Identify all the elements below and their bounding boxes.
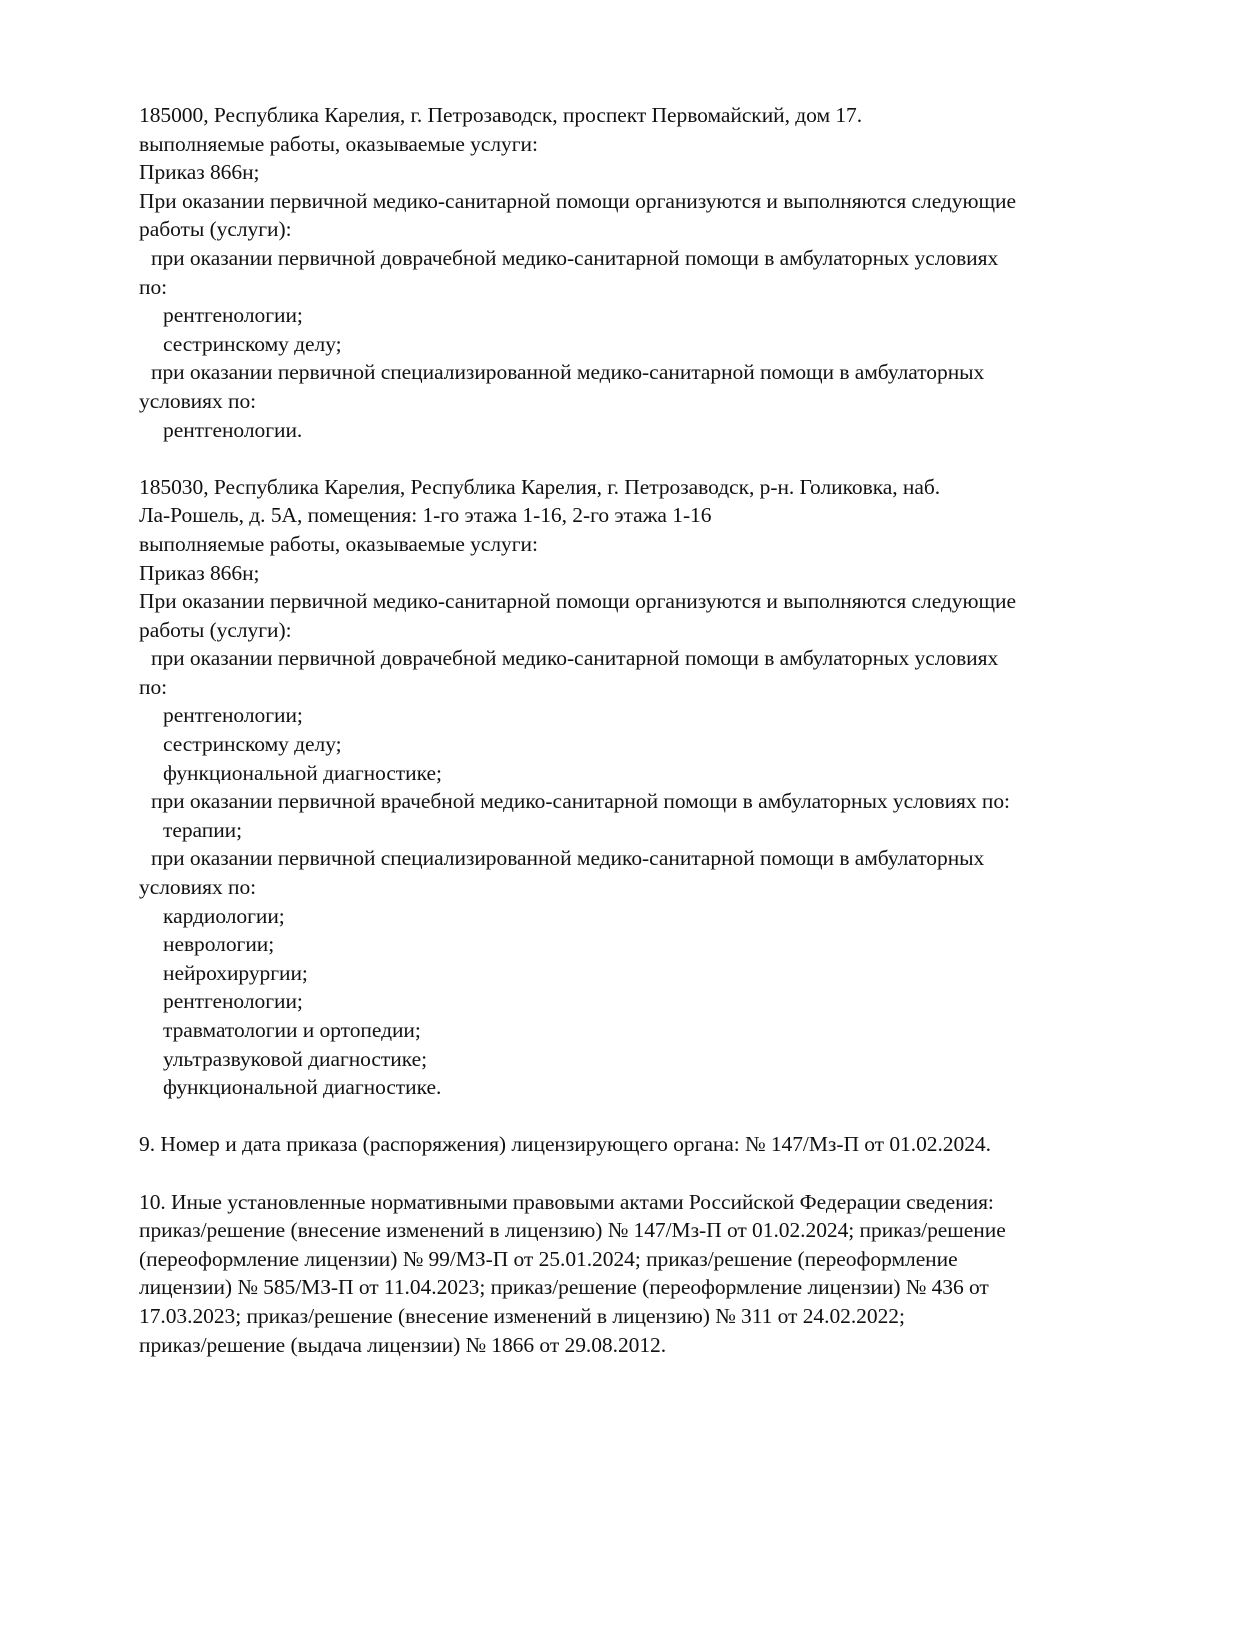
- intro-text: При оказании первичной медико-санитарной помощи организуются и выполняются следующие: [139, 188, 1016, 213]
- service-item: функциональной диагностике.: [163, 1075, 442, 1100]
- other-info-line: 10. Иные установленные нормативными правовыми актами Российской Федерации сведения:: [139, 1189, 994, 1214]
- care-group-title: при оказании первичной доврачебной медико-санитарной помощи в амбулаторных условиях: [151, 245, 999, 270]
- address-line: Ла-Рошель, д. 5А, помещения: 1-го этажа 1-16, 2-го этажа 1-16: [139, 503, 712, 528]
- document-body: [139, 101, 1119, 1359]
- service-item: терапии;: [163, 817, 243, 842]
- intro-text: При оказании первичной медико-санитарной помощи организуются и выполняются следующие: [139, 589, 1016, 614]
- other-info-line: 17.03.2023; приказ/решение (внесение изменений в лицензию) № 311 от 24.02.2022;: [139, 1303, 905, 1328]
- service-item: рентгенологии;: [163, 989, 303, 1014]
- other-info-line: лицензии) № 585/МЗ-П от 11.04.2023; приказ/решение (переоформление лицензии) № 436 от: [139, 1275, 989, 1300]
- license-order-text: 9. Номер и дата приказа (распоряжения) лицензирующего органа: № 147/Мз-П от 01.02.2024.: [139, 1132, 991, 1157]
- intro-text: работы (услуги):: [139, 217, 292, 242]
- care-group-title: по:: [139, 674, 168, 699]
- other-info-line: приказ/решение (внесение изменений в лицензию) № 147/Мз-П от 01.02.2024; приказ/решение: [139, 1218, 1006, 1243]
- service-item: сестринскому делу;: [163, 732, 342, 757]
- care-group-title: при оказании первичной доврачебной медико-санитарной помощи в амбулаторных условиях: [151, 646, 999, 671]
- order-reference: Приказ 866н;: [139, 160, 260, 185]
- address-line: 185030, Республика Карелия, Республика Карелия, г. Петрозаводск, р-н. Голиковка, наб.: [139, 474, 941, 499]
- other-info-section: [139, 1188, 1119, 1360]
- service-item: ультразвуковой диагностике;: [163, 1046, 427, 1071]
- care-group-title: при оказании первичной специализированной медико-санитарной помощи в амбулаторных: [151, 846, 985, 871]
- license-order-section: [139, 1130, 1119, 1159]
- address-section-2: [139, 473, 1119, 1102]
- care-group-title: условиях по:: [139, 875, 257, 900]
- intro-text: работы (услуги):: [139, 617, 292, 642]
- service-item: рентгенологии;: [163, 303, 303, 328]
- other-info-line: (переоформление лицензии) № 99/МЗ-П от 25.01.2024; приказ/решение (переоформление: [139, 1246, 958, 1271]
- service-item: рентгенологии.: [163, 417, 303, 442]
- service-item: травматологии и ортопедии;: [163, 1018, 421, 1042]
- spacer: [139, 1102, 1119, 1131]
- service-item: рентгенологии;: [163, 703, 303, 728]
- services-label: выполняемые работы, оказываемые услуги:: [139, 531, 538, 556]
- service-item: нейрохирургии;: [163, 960, 308, 985]
- care-group-title: по:: [139, 274, 168, 299]
- care-group-title: при оказании первичной врачебной медико-санитарной помощи в амбулаторных условиях по:: [151, 789, 1010, 814]
- address-line: 185000, Республика Карелия, г. Петрозаводск, проспект Первомайский, дом 17.: [139, 103, 863, 127]
- care-group-title: при оказании первичной специализированной медико-санитарной помощи в амбулаторных: [151, 360, 985, 385]
- spacer: [139, 444, 1119, 473]
- order-reference: Приказ 866н;: [139, 560, 260, 585]
- address-section-1: [139, 101, 1119, 444]
- service-item: неврологии;: [163, 932, 275, 957]
- service-item: кардиологии;: [163, 903, 285, 928]
- service-item: сестринскому делу;: [163, 331, 342, 356]
- care-group-title: условиях по:: [139, 388, 257, 413]
- service-item: функциональной диагностике;: [163, 760, 442, 785]
- other-info-line: приказ/решение (выдача лицензии) № 1866 от 29.08.2012.: [139, 1332, 667, 1357]
- services-label: выполняемые работы, оказываемые услуги:: [139, 131, 538, 156]
- spacer: [139, 1159, 1119, 1188]
